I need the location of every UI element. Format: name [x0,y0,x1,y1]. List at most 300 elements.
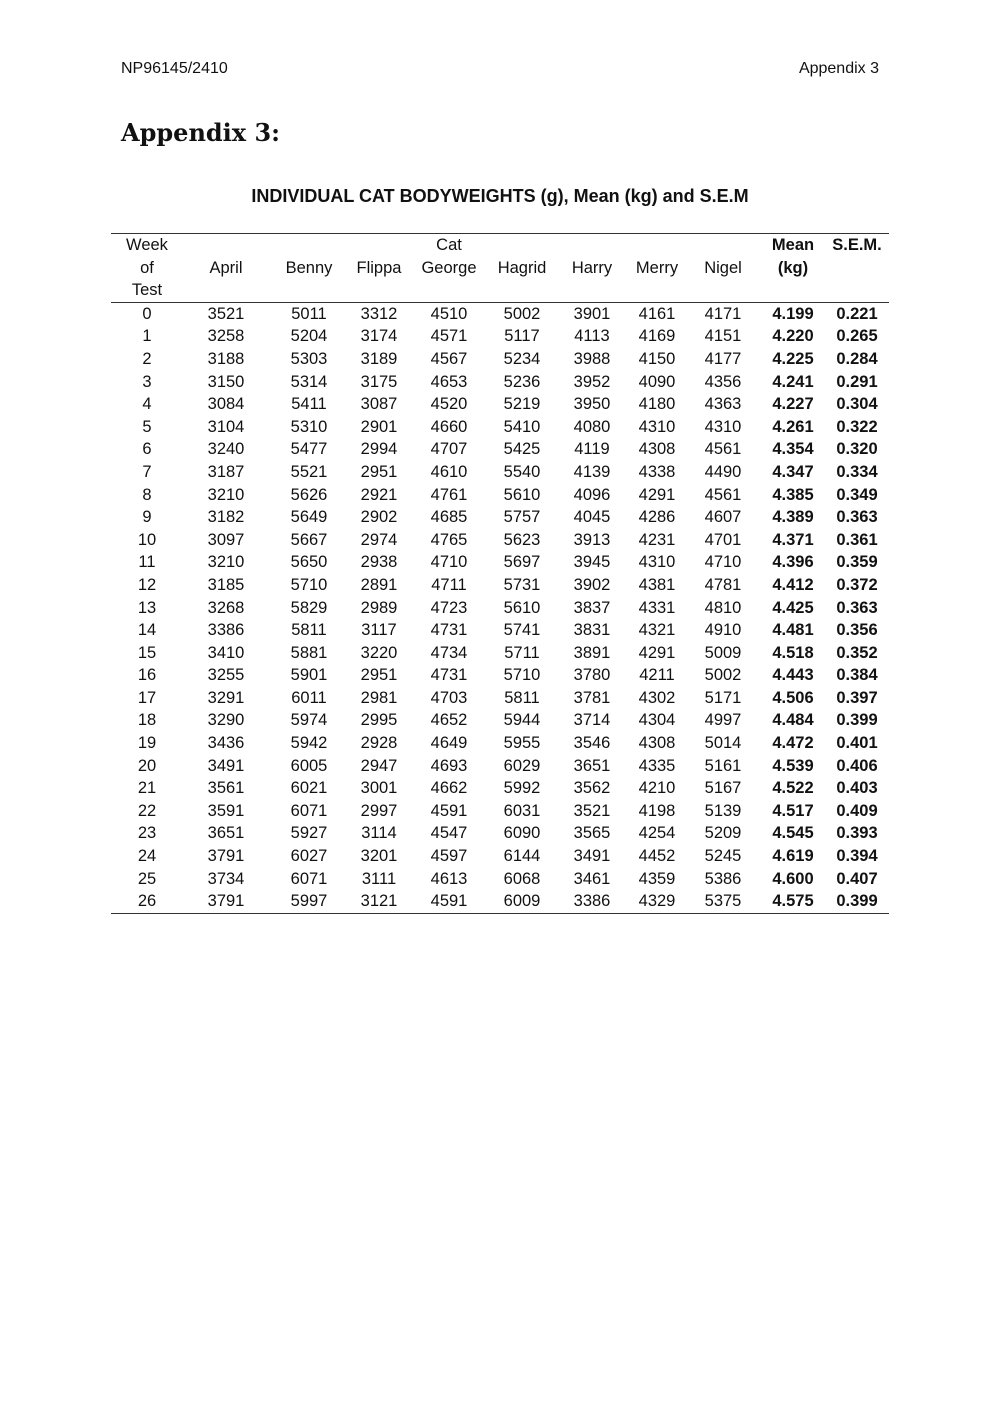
weight-cell: 4363 [704,395,742,414]
weight-cell: 2938 [360,553,398,572]
weight-cell: 4607 [704,508,742,527]
mean-cell: 4.472 [772,734,814,753]
weight-cell: 3791 [183,890,269,913]
week-cell: 4 [142,395,152,414]
mean-cell: 4.600 [772,869,814,888]
sem-cell: 0.361 [836,530,878,549]
weight-cell: 4151 [704,327,742,346]
weight-cell: 5829 [290,598,328,617]
sem-cell: 0.304 [836,395,878,414]
weight-cell: 3290 [207,711,245,730]
weight-cell: 6021 [290,779,328,798]
weight-cell: 5477 [290,440,328,459]
weight-cell: 3001 [360,779,398,798]
weight-cell: 2891 [360,575,398,594]
table-row [111,845,889,868]
weight-cell: 4731 [430,666,468,685]
week-cell: 1 [142,327,152,346]
mean-cell: 4.484 [772,711,814,730]
weight-cell: 3902 [573,575,611,594]
weight-cell: 3291 [207,688,245,707]
weight-cell: 2902 [360,508,398,527]
weight-cell: 4169 [638,327,676,346]
weight-cell: 4591 [409,890,489,913]
mean-cell: 4.371 [772,530,814,549]
weight-cell: 5219 [503,395,541,414]
table-row [111,325,889,348]
mean-cell: 4.385 [772,485,814,504]
cat-header-flippa: Flippa [356,258,402,277]
weight-cell: 4781 [704,575,742,594]
weight-cell: 5411 [291,395,327,414]
week-cell: 18 [137,711,157,730]
weight-cell: 2989 [360,598,398,617]
sem-cell: 0.291 [836,372,878,391]
sem-cell: 0.359 [836,553,878,572]
weight-cell: 4613 [430,869,468,888]
weight-cell: 3562 [573,779,611,798]
weight-cell: 5002 [704,666,742,685]
weight-cell: 5626 [290,485,328,504]
weight-cell: 4997 [704,711,742,730]
mean-cell: 4.545 [772,824,814,843]
mean-cell: 4.575 [761,890,825,913]
weight-cell: 3386 [555,890,629,913]
weight-cell: 3491 [573,847,611,866]
weight-cell: 5171 [704,688,742,707]
weight-cell: 5386 [704,869,742,888]
weight-cell: 2951 [360,462,398,481]
table-row [111,642,889,665]
weight-cell: 5649 [290,508,328,527]
weight-cell: 4591 [430,801,468,820]
sem-cell: 0.394 [836,847,878,866]
weight-cell: 5757 [503,508,541,527]
weight-cell: 3988 [573,349,611,368]
weight-cell: 6068 [503,869,541,888]
weight-cell: 3201 [360,847,398,866]
weight-cell: 5011 [291,304,327,323]
weight-cell: 4177 [704,349,742,368]
weight-cell: 4547 [430,824,468,843]
weight-cell: 2974 [360,530,398,549]
weight-cell: 5711 [504,643,540,662]
weight-cell: 3891 [573,643,611,662]
weight-cell: 3837 [573,598,611,617]
table-row [111,574,889,597]
weight-cell: 4381 [638,575,676,594]
weight-cell: 5974 [290,711,328,730]
week-cell: 25 [137,869,157,888]
table-row [111,506,889,529]
mean-cell: 4.619 [772,847,814,866]
weight-cell: 4734 [430,643,468,662]
weight-cell: 5901 [290,666,328,685]
weight-cell: 5731 [503,575,541,594]
weight-cell: 3188 [207,349,245,368]
weight-cell: 4198 [638,801,676,820]
weight-cell: 6027 [290,847,328,866]
weight-cell: 4304 [638,711,676,730]
sem-cell: 0.399 [836,711,878,730]
weight-cell: 3185 [207,575,245,594]
weight-cell: 4660 [430,417,468,436]
weight-cell: 4649 [430,734,468,753]
weight-cell: 5610 [503,598,541,617]
mean-cell: 4.241 [772,372,814,391]
cat-header-george: George [421,258,477,277]
weight-cell: 4662 [430,779,468,798]
weight-cell: 6031 [503,801,541,820]
weight-cell: 4045 [573,508,611,527]
weight-cell: 4291 [638,485,676,504]
weight-cell: 5927 [290,824,328,843]
table-row [111,709,889,732]
weight-cell: 5992 [503,779,541,798]
table-row [111,687,889,710]
weight-cell: 4338 [638,462,676,481]
mean-cell: 4.517 [772,801,814,820]
weight-cell: 3268 [207,598,245,617]
week-cell: 20 [137,756,157,775]
weight-cell: 5942 [290,734,328,753]
weight-cell: 4171 [704,304,742,323]
mean-cell: 4.425 [772,598,814,617]
week-cell: 10 [137,530,157,549]
weight-cell: 2981 [360,688,398,707]
mean-cell: 4.412 [772,575,814,594]
mean-cell: 4.347 [772,462,814,481]
weight-cell: 5167 [704,779,742,798]
weight-cell: 4321 [638,621,676,640]
weight-cell: 5881 [290,643,328,662]
weight-cell: 3436 [207,734,245,753]
sem-cell: 0.221 [836,304,878,323]
week-cell: 21 [137,779,157,798]
weight-cell: 6011 [291,688,327,707]
weight-cell: 3175 [360,372,398,391]
weight-cell: 4210 [638,779,676,798]
weight-cell: 3781 [573,688,611,707]
weight-cell: 5245 [704,847,742,866]
weight-cell: 2995 [360,711,398,730]
weight-cell: 4308 [638,734,676,753]
weight-cell: 4452 [638,847,676,866]
sem-cell: 0.334 [836,462,878,481]
weight-cell: 4096 [573,485,611,504]
week-cell: 9 [142,508,152,527]
mean-cell: 4.261 [772,417,814,436]
sem-cell: 0.372 [836,575,878,594]
weight-cell: 5410 [503,417,541,436]
weight-cell: 5944 [503,711,541,730]
week-cell: 13 [137,598,157,617]
weight-cell: 3150 [207,372,245,391]
table-row [111,529,889,552]
weight-cell: 4211 [639,666,675,685]
table-body [111,302,889,913]
cat-header-merry: Merry [635,258,679,277]
mean-cell: 4.354 [772,440,814,459]
weight-cell: 4080 [573,417,611,436]
weight-cell: 4703 [430,688,468,707]
weight-cell: 4310 [704,417,742,436]
table-row [111,348,889,371]
week-cell: 12 [137,575,157,594]
weight-cell: 3258 [207,327,245,346]
mean-cell: 4.481 [772,621,814,640]
weight-cell: 4810 [704,598,742,617]
mean-cell: 4.396 [772,553,814,572]
table-title: INDIVIDUAL CAT BODYWEIGHTS (g), Mean (kg) and S.E.M [251,186,749,206]
sem-cell: 0.349 [836,485,878,504]
weight-cell: 4113 [574,327,610,346]
cat-group-header: Cat [409,234,489,257]
weight-cell: 3410 [207,643,245,662]
weight-cell: 5741 [503,621,541,640]
sem-cell: 0.407 [836,869,878,888]
weight-cell: 4119 [574,440,610,459]
weight-cell: 5811 [504,688,540,707]
table-row [111,438,889,461]
weight-cell: 5540 [503,462,541,481]
week-cell: 24 [137,847,157,866]
weight-cell: 4231 [638,530,676,549]
weight-cell: 4161 [638,304,676,323]
weight-cell: 4520 [430,395,468,414]
sem-cell: 0.403 [836,779,878,798]
sem-cell: 0.399 [825,890,889,913]
sem-cell: 0.397 [836,688,878,707]
sem-cell: 0.322 [836,417,878,436]
weight-cell: 5139 [704,801,742,820]
sem-cell: 0.384 [836,666,878,685]
weight-cell: 4610 [430,462,468,481]
weight-cell: 4653 [430,372,468,391]
weight-cell: 4490 [704,462,742,481]
weight-cell: 4329 [629,890,685,913]
weight-cell: 4561 [704,440,742,459]
mean-cell: 4.506 [772,688,814,707]
weight-cell: 4652 [430,711,468,730]
sem-cell: 0.352 [836,643,878,662]
weight-cell: 3312 [360,304,398,323]
sem-cell: 0.265 [836,327,878,346]
sem-cell: 0.363 [836,598,878,617]
week-cell: 8 [142,485,152,504]
weight-cell: 6005 [290,756,328,775]
weight-cell: 4765 [430,530,468,549]
table-row [111,822,889,845]
table-row [111,619,889,642]
week-cell: 2 [142,349,152,368]
weight-cell: 4302 [638,688,676,707]
sem-cell: 0.409 [836,801,878,820]
table-row [111,732,889,755]
table-row [111,664,889,687]
weight-cell: 3189 [360,349,398,368]
sem-cell: 0.284 [836,349,878,368]
sem-cell: 0.406 [836,756,878,775]
bodyweight-table [111,233,889,914]
cat-header-hagrid: Hagrid [497,258,547,277]
week-cell: 22 [137,801,157,820]
cat-header-nigel: Nigel [704,258,742,277]
weight-cell: 4561 [704,485,742,504]
week-cell: 6 [142,440,152,459]
weight-cell: 5314 [290,372,328,391]
mean-cell: 4.220 [772,327,814,346]
weight-cell: 2947 [360,756,398,775]
mean-cell: 4.539 [772,756,814,775]
weight-cell: 4711 [431,575,467,594]
weight-cell: 6144 [503,847,541,866]
mean-cell: 4.225 [772,349,814,368]
weight-cell: 3255 [207,666,245,685]
weight-cell: 2951 [360,666,398,685]
weight-cell: 4331 [638,598,676,617]
weight-cell: 5650 [290,553,328,572]
weight-cell: 3182 [207,508,245,527]
weight-cell: 3521 [573,801,611,820]
weight-cell: 4180 [638,395,676,414]
week-cell: 3 [142,372,152,391]
table-row [111,484,889,507]
weight-cell: 5161 [704,756,742,775]
header-row-2 [111,257,889,280]
table-row [111,868,889,891]
week-cell: 11 [138,553,156,572]
weight-cell: 4254 [638,824,676,843]
table-row [111,461,889,484]
weight-cell: 4310 [638,417,676,436]
table-row [111,777,889,800]
weight-cell: 3097 [207,530,245,549]
weight-cell: 3546 [573,734,611,753]
weight-cell: 2901 [360,417,398,436]
mean-cell: 4.518 [772,643,814,662]
weight-cell: 3114 [361,824,397,843]
weight-cell: 3187 [207,462,245,481]
weight-cell: 4090 [638,372,676,391]
weight-cell: 3780 [573,666,611,685]
weight-cell: 5117 [504,327,540,346]
weight-cell: 3240 [207,440,245,459]
week-header-line-1: Week [111,234,183,257]
weight-cell: 3945 [573,553,611,572]
week-cell: 14 [137,621,157,640]
weight-cell: 3491 [207,756,245,775]
mean-header-line-1: Mean [761,234,825,257]
weight-cell: 4286 [638,508,676,527]
weight-cell: 3117 [361,621,397,640]
weight-cell: 4356 [704,372,742,391]
weight-cell: 4510 [430,304,468,323]
weight-cell: 3565 [573,824,611,843]
table-row [111,755,889,778]
weight-cell: 3734 [207,869,245,888]
weight-cell: 2994 [360,440,398,459]
weight-cell: 3084 [207,395,245,414]
table-row [111,551,889,574]
weight-cell: 5209 [704,824,742,843]
weight-cell: 3087 [360,395,398,414]
weight-cell: 3174 [360,327,398,346]
weight-cell: 3791 [207,847,245,866]
sem-cell: 0.363 [836,508,878,527]
weight-cell: 5811 [291,621,327,640]
weight-cell: 5623 [503,530,541,549]
weight-cell: 5303 [290,349,328,368]
weight-cell: 4308 [638,440,676,459]
mean-header-line-2: (kg) [777,258,809,277]
weight-cell: 4710 [430,553,468,572]
weight-cell: 4335 [638,756,676,775]
weight-cell: 3121 [349,890,409,913]
week-cell: 16 [137,666,157,685]
weight-cell: 4707 [430,440,468,459]
table-row [111,597,889,620]
weight-cell: 3210 [207,553,245,572]
weight-cell: 5610 [503,485,541,504]
weight-cell: 3210 [207,485,245,504]
mean-cell: 4.199 [772,304,814,323]
weight-cell: 5014 [704,734,742,753]
weight-cell: 4761 [430,485,468,504]
week-cell: 0 [142,304,152,323]
table-row [111,416,889,439]
weight-cell: 3111 [361,869,397,888]
week-header-line-3: Test [111,279,183,302]
week-cell: 17 [137,688,157,707]
appendix-heading: Appendix 3: [121,118,281,147]
weight-cell: 3651 [207,824,245,843]
page-label: Appendix 3 [798,60,879,77]
weight-cell: 5002 [503,304,541,323]
weight-cell: 3651 [573,756,611,775]
weight-cell: 5710 [503,666,541,685]
weight-cell: 4567 [430,349,468,368]
weight-cell: 6071 [290,869,328,888]
weight-cell: 4910 [704,621,742,640]
weight-cell: 4139 [573,462,611,481]
mean-cell: 4.522 [772,779,814,798]
weight-cell: 3952 [573,372,611,391]
table-row [111,371,889,394]
week-cell: 23 [137,824,157,843]
weight-cell: 3714 [573,711,611,730]
weight-cell: 3386 [207,621,245,640]
sem-cell: 0.320 [836,440,878,459]
weight-cell: 5710 [290,575,328,594]
header-row-3 [111,279,889,302]
table-row [111,302,889,325]
weight-cell: 2921 [360,485,398,504]
weight-cell: 5236 [503,372,541,391]
sem-cell: 0.356 [836,621,878,640]
sem-header: S.E.M. [825,234,889,257]
cat-header-april: April [209,258,243,277]
weight-cell: 6090 [503,824,541,843]
weight-cell: 5204 [290,327,328,346]
document-id: NP96145/2410 [121,60,228,77]
weight-cell: 3831 [573,621,611,640]
week-cell: 5 [142,417,152,436]
mean-cell: 4.227 [772,395,814,414]
weight-cell: 3561 [207,779,245,798]
weight-cell: 4359 [638,869,676,888]
weight-cell: 4731 [430,621,468,640]
